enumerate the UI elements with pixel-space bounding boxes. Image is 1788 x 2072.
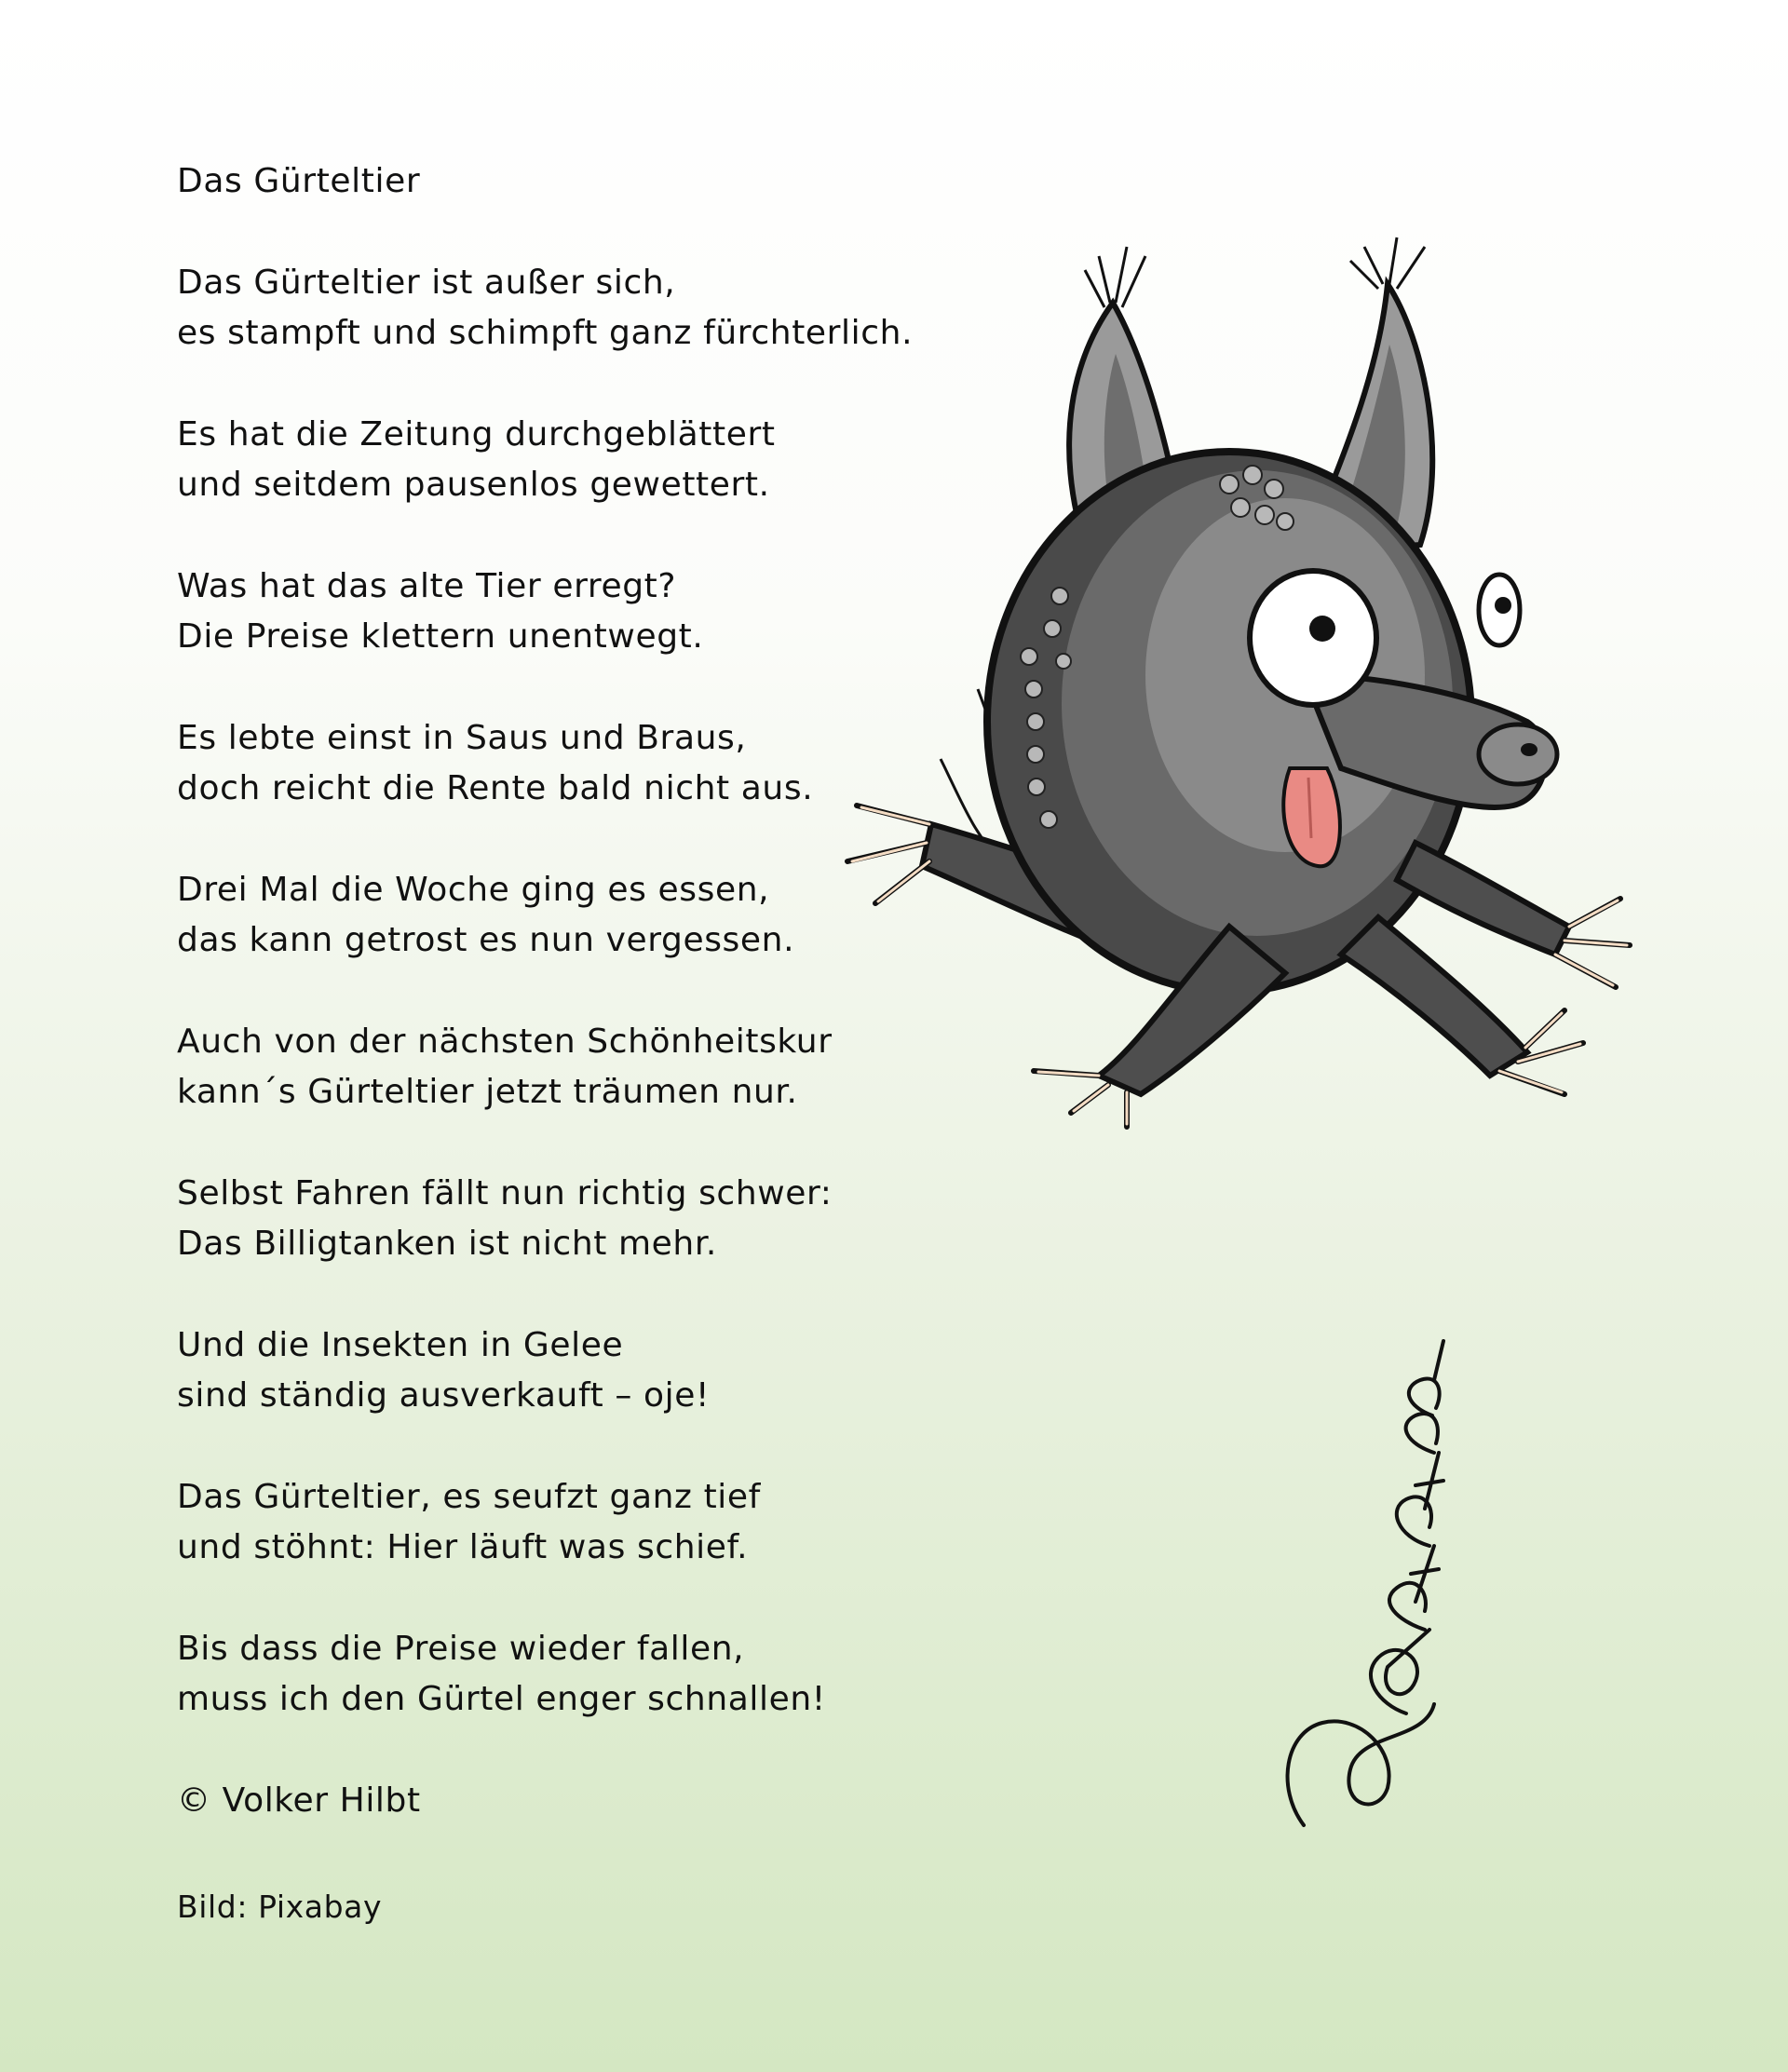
poem-line: das kann getrost es nun vergessen. xyxy=(177,921,795,959)
poem-line: Es hat die Zeitung durchgeblättert xyxy=(177,415,776,454)
poem-title: Das Gürteltier xyxy=(177,162,421,200)
poem-line: und seitdem pausenlos gewettert. xyxy=(177,466,770,504)
poem-line: es stampft und schimpft ganz fürchterlich. xyxy=(177,314,914,352)
stanza xyxy=(177,1624,1015,1725)
poem-line: Die Preise klettern unentwegt. xyxy=(177,617,704,656)
poem-line: sind ständig ausverkauft – oje! xyxy=(177,1376,710,1415)
poem-line: Auch von der nächsten Schönheitskur xyxy=(177,1022,833,1061)
poem-line: Und die Insekten in Gelee xyxy=(177,1326,624,1364)
poem-line: doch reicht die Rente bald nicht aus. xyxy=(177,769,814,807)
poem-line: Selbst Fahren fällt nun richtig schwer: xyxy=(177,1174,833,1212)
poem-line: Bis dass die Preise wieder fallen, xyxy=(177,1630,745,1668)
poem-line: Das Billigtanken ist nicht mehr. xyxy=(177,1225,717,1263)
poem-line: kann´s Gürteltier jetzt träumen nur. xyxy=(177,1073,798,1111)
stanza xyxy=(177,1472,1015,1573)
poem-line: Was hat das alte Tier erregt? xyxy=(177,567,677,605)
poem-line: Das Gürteltier ist außer sich, xyxy=(177,264,676,302)
poem-line: Das Gürteltier, es seufzt ganz tief xyxy=(177,1478,761,1516)
author-copyright: © Volker Hilbt xyxy=(177,1781,421,1820)
poem-line: Drei Mal die Woche ging es essen, xyxy=(177,871,770,909)
poem-line: Es lebte einst in Saus und Braus, xyxy=(177,719,747,757)
stanza xyxy=(177,1320,1015,1421)
armadillo-illustration-icon xyxy=(820,154,1676,1141)
poem-line: muss ich den Gürtel enger schnallen! xyxy=(177,1680,826,1718)
stanza xyxy=(177,1169,1015,1269)
poem-line: und stöhnt: Hier läuft was schief. xyxy=(177,1528,749,1566)
signature-logo-icon xyxy=(1266,1322,1471,1844)
image-credit: Bild: Pixabay xyxy=(177,1889,383,1925)
